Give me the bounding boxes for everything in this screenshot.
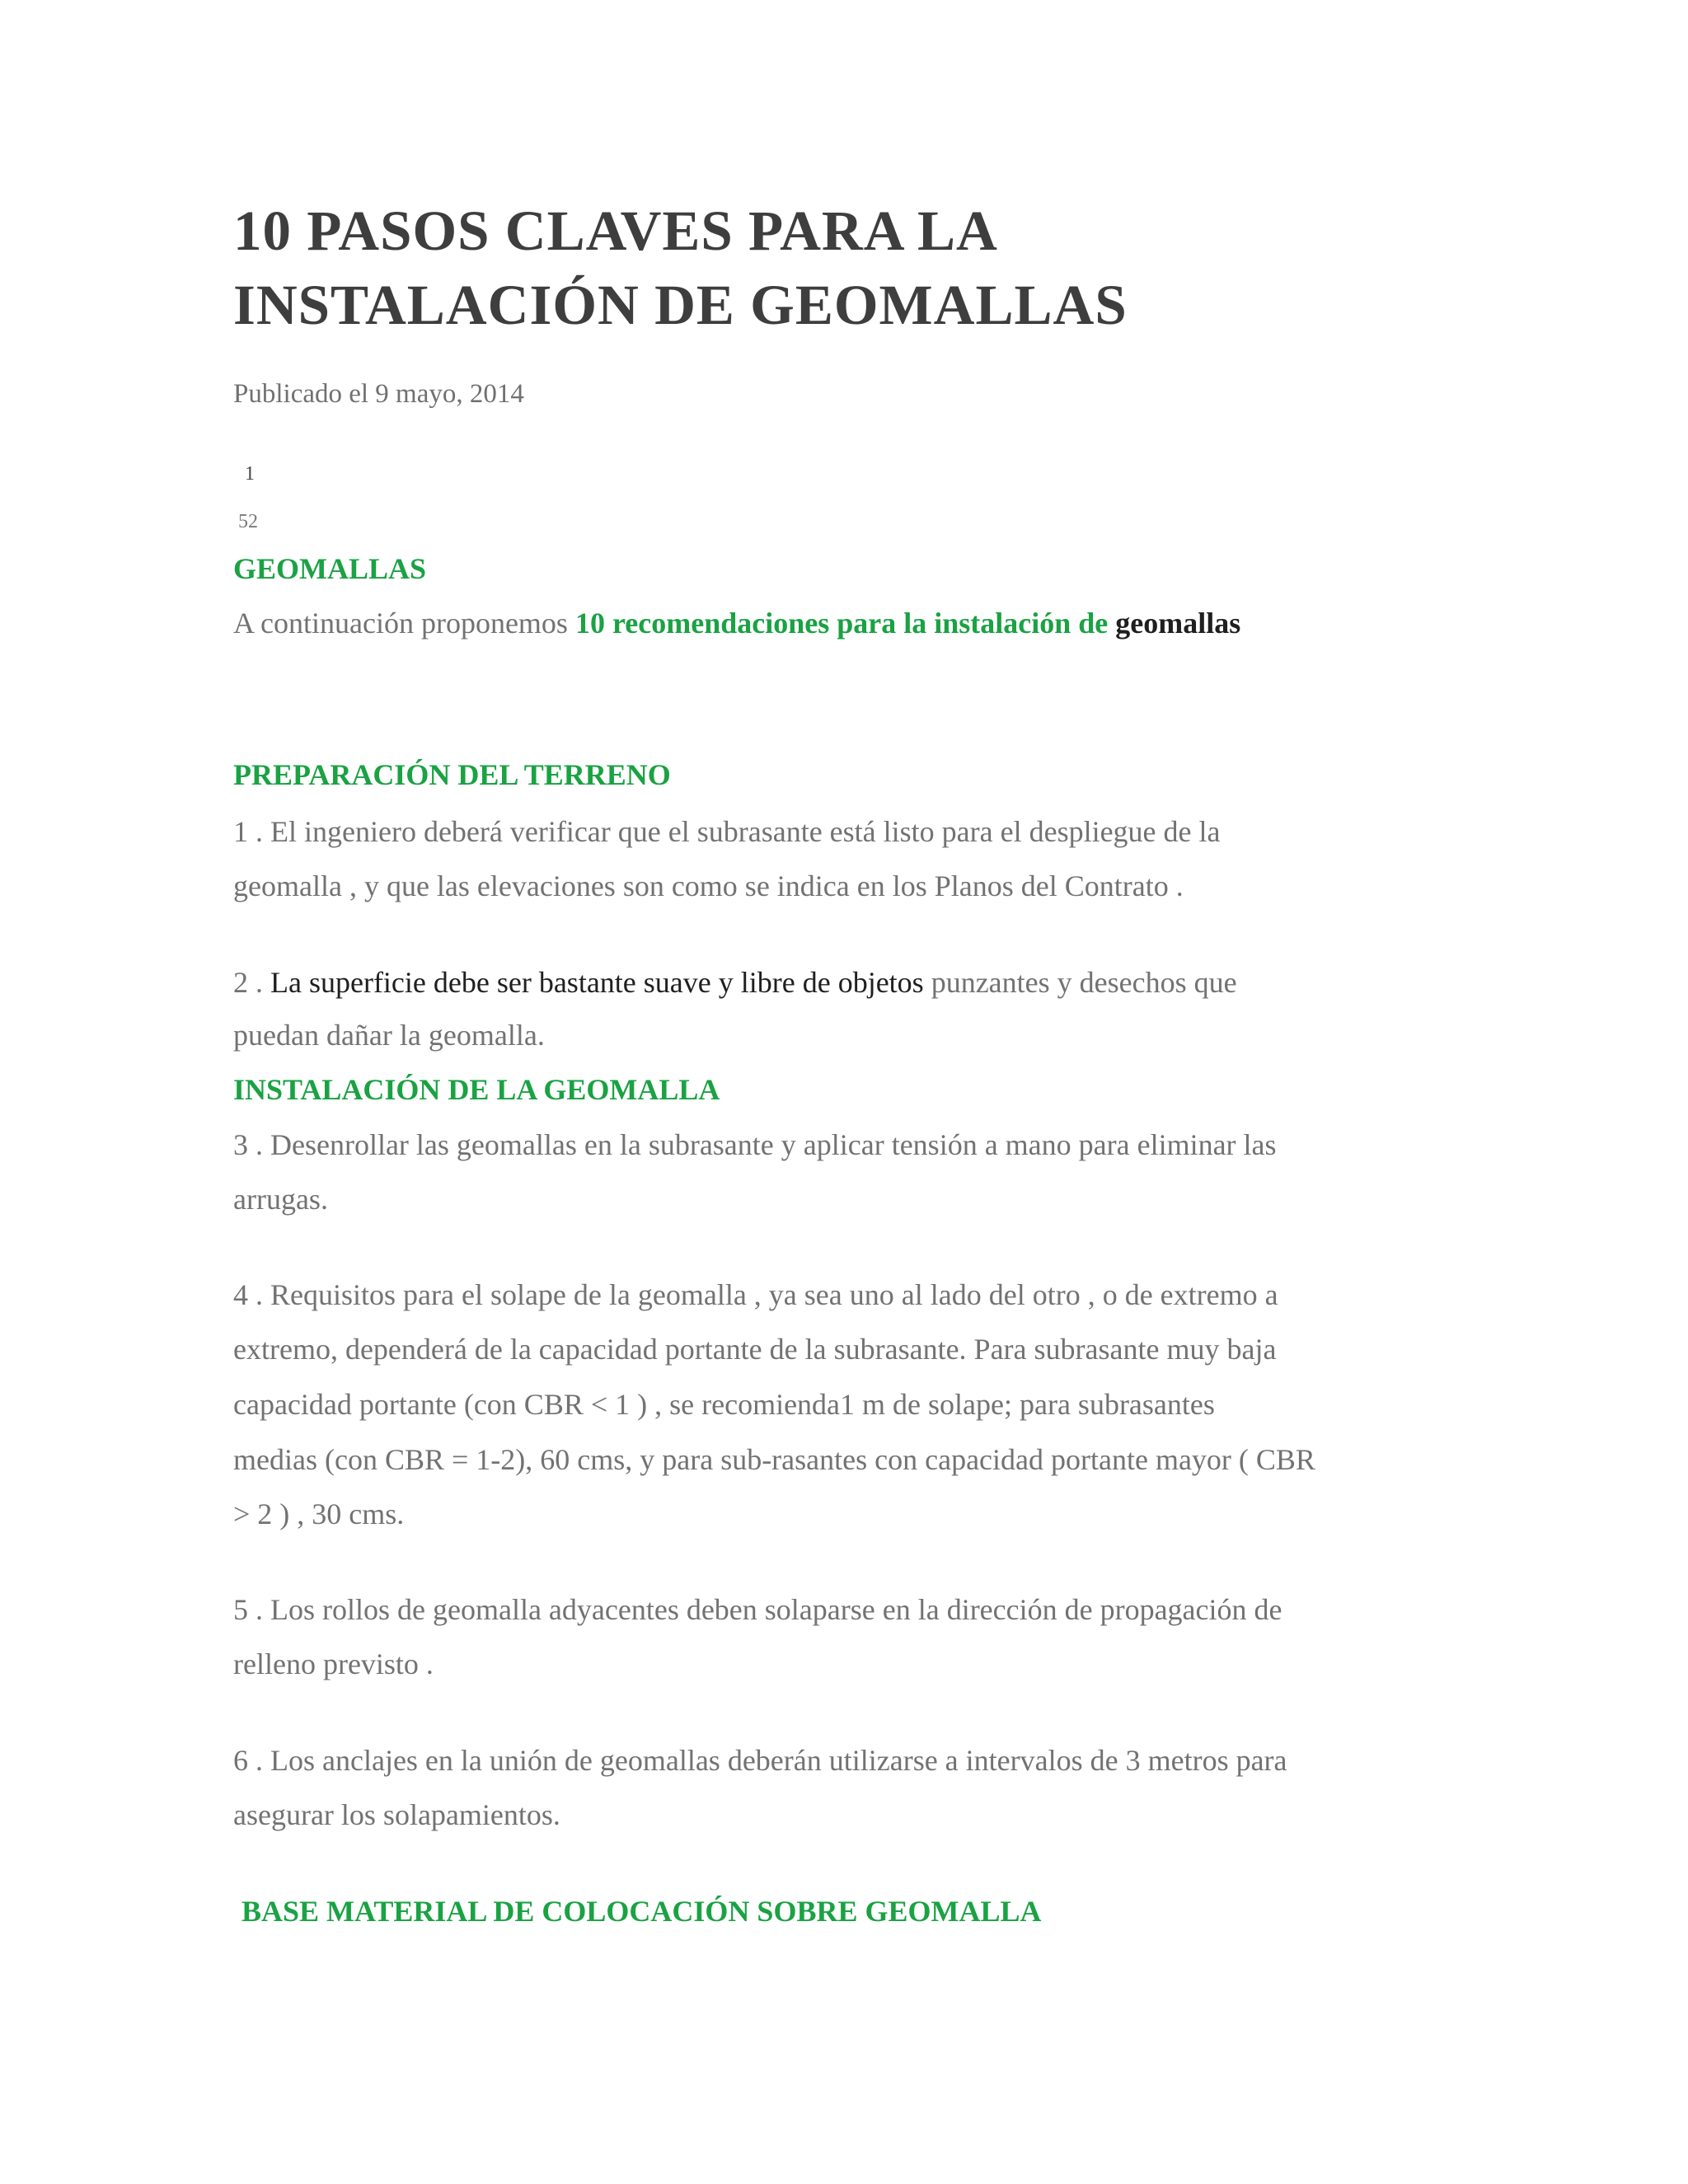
step-1-line-1: 1 . El ingeniero deberá verificar que el subrasante está listo para el despliegue de la xyxy=(233,815,1221,848)
step-1-line-2: geomalla , y que las elevaciones son como se indica en los Planos del Contrato . xyxy=(233,869,1184,902)
intro-prefix: A continuación proponemos xyxy=(233,607,575,640)
title-line-1: 10 PASOS CLAVES PARA LA xyxy=(233,199,998,262)
count-b: 52 xyxy=(238,511,258,532)
step-4-line-5: > 2 ) , 30 cms. xyxy=(233,1497,405,1530)
step-6-line-1: 6 . Los anclajes en la unión de geomallas deberán utilizarse a intervalos de 3 metros para xyxy=(233,1744,1287,1777)
step-2-line-2: puedan dañar la geomalla. xyxy=(233,1019,545,1052)
intro-paragraph xyxy=(233,605,1240,641)
step-3-line-1: 3 . Desenrollar las geomallas en la subrasante y aplicar tensión a mano para eliminar las xyxy=(233,1128,1277,1161)
step-2-number: 2 . xyxy=(233,966,270,999)
step-4-line-1: 4 . Requisitos para el solape de la geomalla , ya sea uno al lado del otro , o de extremo a xyxy=(233,1278,1278,1311)
step-4-line-3: capacidad portante (con CBR < 1 ) , se recomienda1 m de solape; para subrasantes xyxy=(233,1388,1215,1421)
step-2-line-1 xyxy=(233,964,1237,1001)
step-5-line-2: relleno previsto . xyxy=(233,1647,434,1680)
step-5-line-1: 5 . Los rollos de geomalla adyacentes deben solaparse en la dirección de propagación de xyxy=(233,1593,1282,1626)
intro-suffix: geomallas xyxy=(1108,607,1241,640)
step-2-dark-text: La superficie debe ser bastante suave y libre de objetos xyxy=(270,966,924,999)
publish-date: Publicado el 9 mayo, 2014 xyxy=(233,379,524,409)
section-heading-instalacion: INSTALACIÓN DE LA GEOMALLA xyxy=(233,1073,720,1106)
step-6-line-2: asegurar los solapamientos. xyxy=(233,1798,560,1831)
step-2-rest: punzantes y desechos que xyxy=(923,966,1237,999)
section-heading-geomallas: GEOMALLAS xyxy=(233,552,427,585)
step-4-line-2: extremo, dependerá de la capacidad portante de la subrasante. Para subrasante muy baja xyxy=(233,1333,1277,1366)
title-line-2: INSTALACIÓN DE GEOMALLAS xyxy=(233,274,1128,336)
step-4-line-4: medias (con CBR = 1-2), 60 cms, y para sub-rasantes con capacidad portante mayor ( CBR xyxy=(233,1443,1315,1476)
section-heading-preparacion: PREPARACIÓN DEL TERRENO xyxy=(233,758,671,791)
section-heading-base-material: BASE MATERIAL DE COLOCACIÓN SOBRE GEOMALLA xyxy=(241,1895,1042,1928)
count-a: 1 xyxy=(245,463,255,485)
intro-highlight: 10 recomendaciones para la instalación de xyxy=(574,607,1109,640)
page-title xyxy=(233,194,1552,342)
step-3-line-2: arrugas. xyxy=(233,1183,328,1216)
